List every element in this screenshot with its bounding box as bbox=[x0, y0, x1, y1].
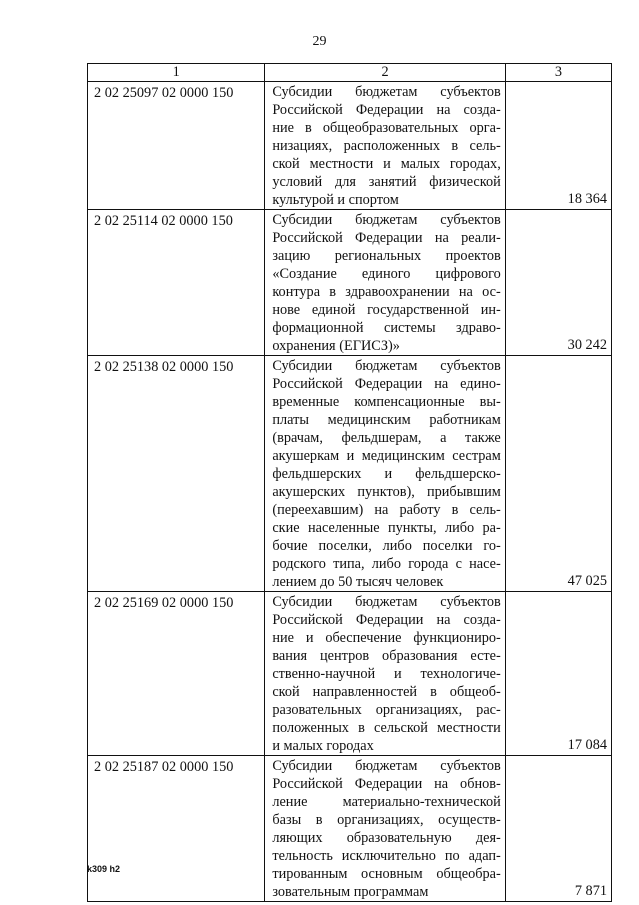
description-line: охранения (ЕГИСЗ)» bbox=[272, 338, 400, 354]
description-line: бочие поселки, либо поселки го- bbox=[272, 538, 501, 554]
column-header-1: 1 bbox=[88, 64, 265, 82]
budget-code-cell: 2 02 25097 02 0000 150 bbox=[88, 82, 265, 210]
description-line: зацию региональных проектов bbox=[272, 248, 501, 264]
description-line: платы медицинским работникам bbox=[272, 412, 501, 428]
amount-cell: 18 364 bbox=[505, 82, 611, 210]
description-line: базы в организациях, осуществ- bbox=[272, 812, 501, 828]
table-header-row bbox=[88, 64, 612, 82]
amount-cell: 7 871 bbox=[505, 756, 611, 902]
description-line: акушерских пунктов), прибывшим bbox=[272, 484, 501, 500]
description-line: зовательным программам bbox=[272, 884, 429, 900]
description-line: Субсидии бюджетам субъектов bbox=[272, 212, 501, 228]
description-line: Субсидии бюджетам субъектов bbox=[272, 758, 501, 774]
description-line: (переехавшим) на работу в сель- bbox=[272, 502, 501, 518]
budget-code-cell: 2 02 25114 02 0000 150 bbox=[88, 210, 265, 356]
description-line: лением до 50 тысяч человек bbox=[272, 574, 444, 590]
description-line: тельность исключительно по адап- bbox=[272, 848, 501, 864]
description-line: нове единой государственной ин- bbox=[272, 302, 501, 318]
description-line: условий для занятий физической bbox=[272, 174, 501, 190]
column-header-3: 3 bbox=[505, 64, 611, 82]
page-number: 29 bbox=[312, 34, 327, 49]
amount-cell: 47 025 bbox=[505, 356, 611, 592]
description-line: Российской Федерации на созда- bbox=[272, 612, 501, 628]
description-cell bbox=[265, 82, 505, 210]
amount-cell: 30 242 bbox=[505, 210, 611, 356]
description-line: ление материально-технической bbox=[272, 794, 501, 810]
table-row bbox=[88, 756, 612, 902]
description-line: ляющих образовательную дея- bbox=[272, 830, 501, 846]
table-row bbox=[88, 592, 612, 756]
description-line: родского типа, либо города с насе- bbox=[272, 556, 501, 572]
description-line: формационной системы здраво- bbox=[272, 320, 501, 336]
description-line: контура в здравоохранении на ос- bbox=[272, 284, 501, 300]
description-line: ской местности и малых городах, bbox=[272, 156, 501, 172]
table-row bbox=[88, 210, 612, 356]
description-line: ние в общеобразовательных орга- bbox=[272, 120, 501, 136]
description-line: ские населенные пункты, либо ра- bbox=[272, 520, 501, 536]
description-line: (врачам, фельдшерам, а также bbox=[272, 430, 501, 446]
budget-table bbox=[87, 63, 612, 902]
description-line: временные компенсационные вы- bbox=[272, 394, 501, 410]
budget-code-cell: 2 02 25138 02 0000 150 bbox=[88, 356, 265, 592]
amount-cell: 17 084 bbox=[505, 592, 611, 756]
description-line: культурой и спортом bbox=[272, 192, 399, 208]
budget-code-cell: 2 02 25187 02 0000 150 bbox=[88, 756, 265, 902]
table-row bbox=[88, 356, 612, 592]
budget-code-cell: 2 02 25169 02 0000 150 bbox=[88, 592, 265, 756]
description-line: «Создание единого цифрового bbox=[272, 266, 501, 282]
description-cell bbox=[265, 356, 505, 592]
description-line: ственно-научной и технологиче- bbox=[272, 666, 501, 682]
description-line: Субсидии бюджетам субъектов bbox=[272, 358, 501, 374]
description-cell bbox=[265, 756, 505, 902]
description-line: акушеркам и медицинским сестрам bbox=[272, 448, 501, 464]
description-line: Российской Федерации на едино- bbox=[272, 376, 501, 392]
table-row bbox=[88, 82, 612, 210]
description-line: Российской Федерации на обнов- bbox=[272, 776, 501, 792]
description-line: разовательных организациях, рас- bbox=[272, 702, 501, 718]
column-header-2: 2 bbox=[265, 64, 505, 82]
description-line: и малых городах bbox=[272, 738, 374, 754]
description-line: Российской Федерации на реали- bbox=[272, 230, 501, 246]
description-line: Субсидии бюджетам субъектов bbox=[272, 84, 501, 100]
description-line: ской направленностей в общеоб- bbox=[272, 684, 501, 700]
footer-code: k309 h2 bbox=[87, 864, 121, 874]
description-line: низациях, расположенных в сель- bbox=[272, 138, 501, 154]
description-cell bbox=[265, 210, 505, 356]
description-cell bbox=[265, 592, 505, 756]
description-line: положенных в сельской местности bbox=[272, 720, 501, 736]
description-line: Российской Федерации на созда- bbox=[272, 102, 501, 118]
description-line: вания центров образования есте- bbox=[272, 648, 501, 664]
description-line: ние и обеспечение функциониро- bbox=[272, 630, 501, 646]
description-line: Субсидии бюджетам субъектов bbox=[272, 594, 501, 610]
description-line: тированным основным общеобра- bbox=[272, 866, 501, 882]
description-line: фельдшерских и фельдшерско- bbox=[272, 466, 501, 482]
